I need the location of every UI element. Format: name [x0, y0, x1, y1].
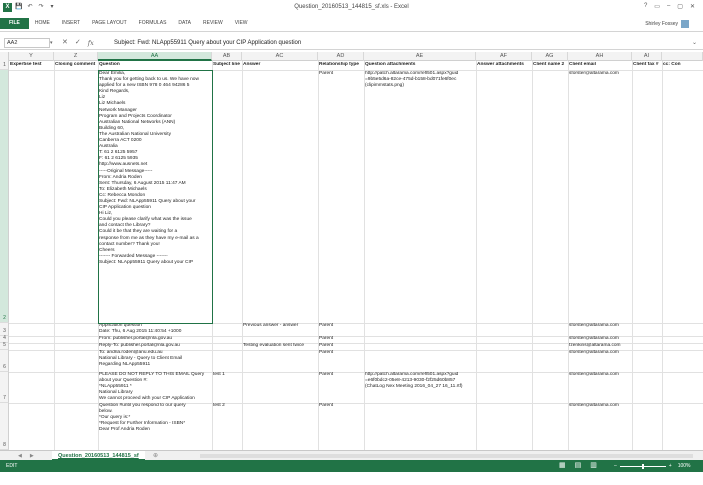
gridline: [476, 61, 477, 450]
cell-relationship-row4[interactable]: Parent: [319, 336, 334, 341]
excel-logo-icon: X: [3, 3, 12, 12]
header-relationship-type[interactable]: Relationship type: [319, 62, 359, 67]
status-bar: [0, 460, 703, 472]
zoom-slider[interactable]: [620, 466, 666, 467]
cell-answer-row5[interactable]: Testing evaluation sent twice: [243, 343, 305, 348]
zoom-slider-thumb[interactable]: [642, 464, 644, 469]
cell-relationship-row6[interactable]: Parent: [319, 350, 334, 355]
column-header-z[interactable]: Z: [54, 52, 98, 61]
cell-email-row2[interactable]: sforster@altarama.com: [569, 71, 619, 76]
row-header-6[interactable]: 6: [0, 350, 9, 372]
save-icon[interactable]: 💾: [15, 4, 23, 10]
header-subject-line[interactable]: Subject line: [213, 62, 240, 67]
tab-insert[interactable]: INSERT: [61, 20, 81, 26]
avatar: [681, 20, 689, 28]
zoom-level[interactable]: 100%: [677, 463, 691, 469]
expand-formula-bar-icon[interactable]: ⌄: [691, 40, 697, 46]
cell-question-row5[interactable]: Reply-To: publisher.portal@nla.gov.au: [99, 343, 180, 348]
gridline: [318, 61, 319, 450]
column-header-ac[interactable]: AC: [242, 52, 318, 61]
cell-answer-row3[interactable]: Previous answer - answer: [243, 323, 299, 328]
cell-email-row3[interactable]: sforster@altarama.com: [569, 323, 619, 328]
select-all-corner[interactable]: [0, 52, 9, 61]
header-expertise-test[interactable]: Expertise test: [10, 62, 42, 67]
maximize-icon[interactable]: ▢: [677, 4, 683, 10]
cell-subject-row8[interactable]: test 2: [213, 403, 225, 408]
page-layout-view-icon[interactable]: ▤: [574, 462, 582, 469]
page-break-view-icon[interactable]: ▥: [590, 462, 597, 469]
scroll-right-icon[interactable]: ▶: [29, 453, 34, 459]
header-client-name-2[interactable]: Client name 2: [533, 62, 565, 67]
tab-home[interactable]: HOME: [34, 20, 50, 26]
gridline: [532, 61, 533, 450]
name-box[interactable]: AA2: [4, 38, 50, 48]
close-icon[interactable]: ✕: [689, 4, 695, 10]
gridline: [632, 61, 633, 450]
column-header-ae[interactable]: AE: [364, 52, 476, 61]
window-title: Question_20160513_144815_sf.xls - Excel: [294, 4, 409, 10]
user-name: Shirley Fossey: [645, 21, 678, 27]
column-header-aa[interactable]: AA: [98, 52, 212, 61]
row-header-7[interactable]: 7: [0, 372, 9, 403]
undo-icon[interactable]: ↶: [27, 4, 33, 10]
header-cc-contact[interactable]: cc: Con: [663, 62, 681, 67]
active-cell-outline: [98, 70, 213, 324]
status-mode: EDIT: [6, 463, 18, 469]
cell-email-row6[interactable]: sforster@altarama.com: [569, 350, 619, 355]
ribbon-tabs: [0, 18, 254, 29]
tab-page-layout[interactable]: PAGE LAYOUT: [92, 20, 127, 26]
cell-attachment-row7[interactable]: http://patch.altarama.com/refl501.aspx?guid =e6f0bdc2-05e8-4213-9030-f2f25d60b857 (ChatLog Nex Meeting 2016_04_27 16_11.rtf): [365, 372, 463, 390]
column-header-af[interactable]: AF: [476, 52, 532, 61]
cell-attachment-row2[interactable]: http://patch.altarama.com/refl501.aspx?guid =9b5e5d6a-82ce-475d-b158-bd071fe6f0ec (clipimmstats.png): [365, 71, 459, 89]
zoom-out-icon[interactable]: –: [614, 463, 617, 469]
header-answer[interactable]: Answer: [243, 62, 261, 67]
view-buttons: [559, 462, 597, 470]
tab-review[interactable]: REVIEW: [203, 20, 223, 26]
cell-relationship-row8[interactable]: Parent: [319, 403, 334, 408]
worksheet-grid[interactable]: [0, 52, 703, 450]
column-header-ad[interactable]: AD: [318, 52, 364, 61]
header-closing-comment[interactable]: Closing comment: [55, 62, 96, 67]
gridline: [54, 61, 55, 450]
cell-relationship-row2[interactable]: Parent: [319, 71, 334, 76]
new-sheet-icon[interactable]: ⊕: [153, 453, 159, 459]
formula-input[interactable]: Subject: Fwd: NLApp55911 Query about your CIP Application question: [114, 40, 302, 46]
column-header-y[interactable]: Y: [9, 52, 54, 61]
ribbon: [0, 16, 703, 32]
sheet-tab-bar: [0, 450, 703, 460]
column-header-ab[interactable]: AB: [212, 52, 242, 61]
header-question-attachments[interactable]: Question attachments: [365, 62, 416, 67]
header-client-email[interactable]: Client email: [569, 62, 596, 67]
cell-relationship-row3[interactable]: Parent: [319, 323, 334, 328]
tab-formulas[interactable]: FORMULAS: [138, 20, 167, 26]
formula-bar: [0, 36, 703, 50]
ribbon-display-icon[interactable]: ▭: [654, 4, 660, 10]
help-icon[interactable]: ?: [643, 3, 648, 9]
tab-file[interactable]: FILE: [0, 18, 29, 29]
cell-question-row4[interactable]: From: publisher.portal@nla.gov.au: [99, 336, 173, 341]
column-header-ag[interactable]: AG: [532, 52, 568, 61]
enter-icon[interactable]: ✓: [74, 39, 81, 46]
row-header-3[interactable]: 3: [0, 323, 9, 336]
row-header-1[interactable]: 1: [0, 61, 9, 70]
normal-view-icon[interactable]: ▦: [559, 462, 566, 469]
column-header-aj[interactable]: [662, 52, 703, 61]
gridline: [568, 61, 569, 450]
cell-email-row4[interactable]: sforster@altarama.com: [569, 336, 619, 341]
cell-email-row7[interactable]: sforster@altarama.com: [569, 372, 619, 377]
chevron-down-icon[interactable]: ▾: [50, 40, 53, 46]
column-headers: [0, 52, 703, 61]
gridline: [662, 61, 663, 450]
user-account[interactable]: [645, 20, 689, 28]
scroll-left-icon[interactable]: ◀: [18, 453, 22, 459]
header-answer-attachments[interactable]: Answer attachments: [477, 62, 524, 67]
header-client-fax[interactable]: Client fax #: [633, 62, 659, 67]
formula-buttons: [62, 38, 94, 48]
zoom-in-icon[interactable]: +: [668, 463, 672, 469]
insert-function-icon[interactable]: fx: [87, 39, 94, 47]
redo-icon[interactable]: ↷: [38, 4, 44, 10]
window-controls: [644, 3, 695, 10]
minimize-icon[interactable]: –: [666, 3, 671, 9]
tab-data[interactable]: DATA: [178, 20, 192, 26]
sheet-tab-active[interactable]: Question_20160513_144815_sf: [52, 451, 145, 461]
zoom-control: [614, 460, 691, 472]
cancel-icon[interactable]: ✕: [62, 39, 68, 46]
cell-email-row8[interactable]: sforster@altarama.com: [569, 403, 619, 408]
column-header-ah[interactable]: AH: [568, 52, 632, 61]
cell-relationship-row5[interactable]: Parent: [319, 343, 334, 348]
row-header-8[interactable]: 8: [0, 403, 9, 450]
title-bar: [0, 0, 703, 16]
gridline: [242, 61, 243, 450]
cell-email-row5[interactable]: fzenkins@altarama.com: [569, 343, 621, 348]
row-header-2[interactable]: 2: [0, 70, 9, 323]
cell-subject-row7[interactable]: test 1: [213, 372, 225, 377]
horizontal-scrollbar[interactable]: [200, 454, 693, 458]
customize-qat-icon[interactable]: ▾: [50, 4, 54, 10]
row-header-4[interactable]: 4: [0, 336, 9, 343]
header-question[interactable]: Question: [99, 62, 120, 67]
cell-question-row8[interactable]: Question #until you respond to our query below. *Our query is:* *Request for Further Information - ISBN* Dear Prof Andria Roden: [99, 403, 186, 433]
cell-question-row2[interactable]: Dear Emilia, Thank you for getting back to us. We have now applied for a new ISBN 978 0 464 94286 5 Kind Regards, Liz Liz Michaels Network Manager Program and Projects Coordinator Australian National Networks (ANN) Building 60, The Australian National University Canberra ACT 0200 Australia T: 61 2 6125 5957 F: 61 2 6125 5935 http://www.ausnets.net -----Original Message----- From: Andria Roden Sent: Thursday, 6 August 2015 11:47 AM To: Elizabeth Michaels Cc: Rebecca Mondon Subject: Fwd: NLApp55911 Query about your CIP Application question Hi Liz, Could you please clarify what was the issue and contact the Library? Could it be that they are waiting for a response from me as they have my e-mail as a contact number? Thank you! Cheers ------- Forwarded Message ------- Subject: NLApp55911 Query about your CIP: [99, 71, 199, 265]
column-header-ai[interactable]: AI: [632, 52, 662, 61]
row-header-5[interactable]: 5: [0, 343, 9, 350]
cell-question-row3[interactable]: Application question Date: Thu, 6 Aug 2015 11:40:54 +1000: [99, 323, 182, 335]
tab-view[interactable]: VIEW: [234, 20, 248, 26]
cell-relationship-row7[interactable]: Parent: [319, 372, 334, 377]
cell-question-row7[interactable]: PLEASE DO NOT REPLY TO THIS EMAIL Query about your Question #: *NLApp55911 * National Library We cannot proceed with your CIP Application: [99, 372, 205, 402]
cell-question-row6[interactable]: To: andria.roden@anu.edu.au National Library - Query to Client Email Regarding NLApp55911: [99, 350, 183, 368]
